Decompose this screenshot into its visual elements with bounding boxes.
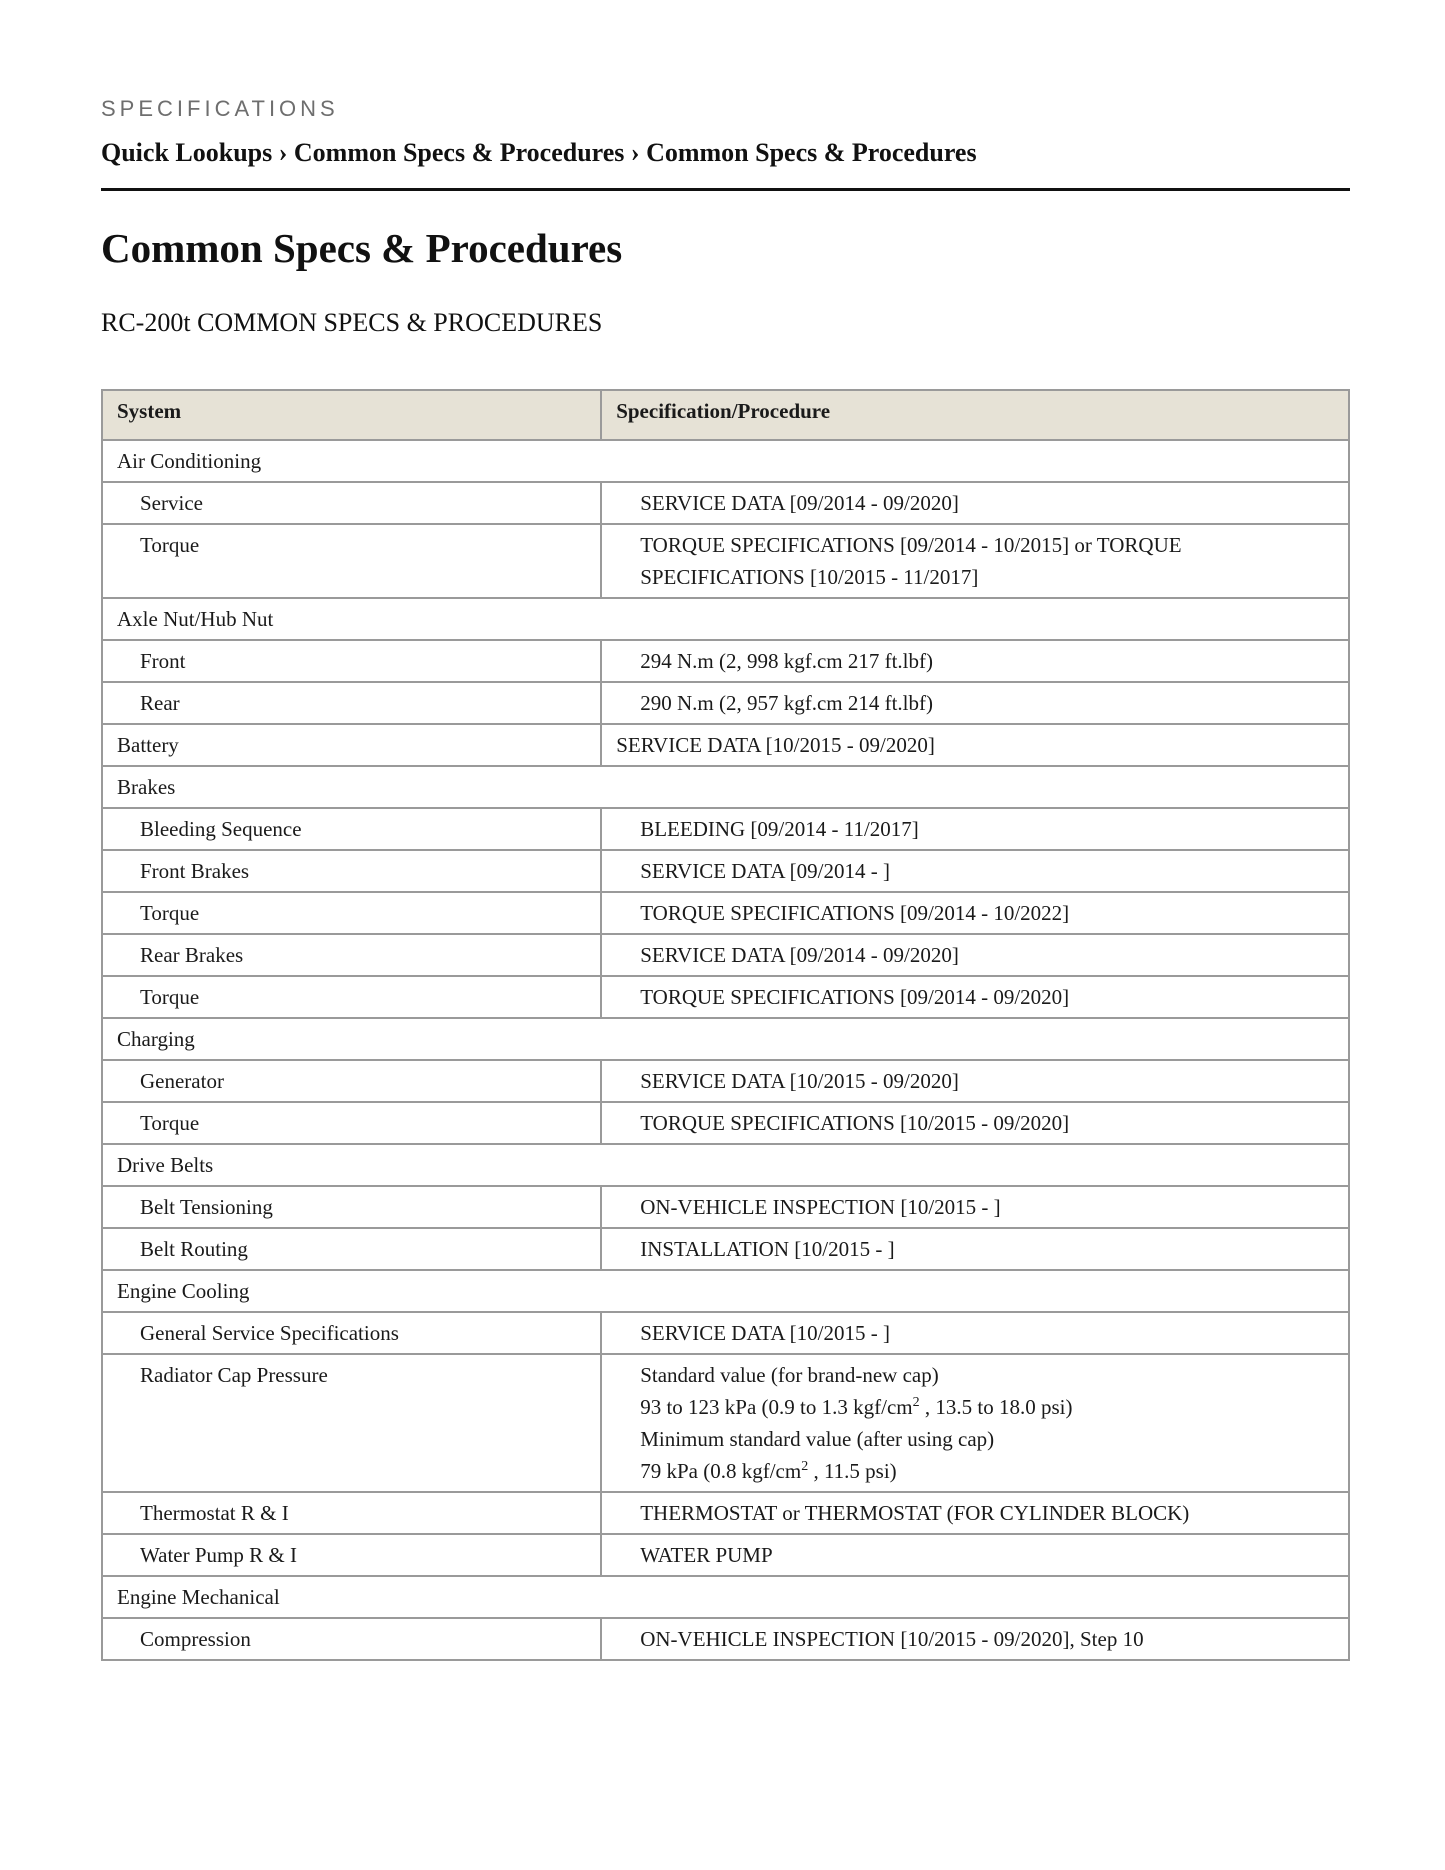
column-header-system: System: [102, 390, 601, 440]
system-cell: Generator: [102, 1060, 601, 1102]
table-row: [102, 1618, 1349, 1660]
system-cell: Bleeding Sequence: [102, 808, 601, 850]
spec-cell: ON-VEHICLE INSPECTION [10/2015 - 09/2020], Step 10: [601, 1618, 1349, 1660]
spec-line: Standard value (for brand-new cap): [640, 1363, 939, 1387]
header-divider: [101, 188, 1350, 191]
spec-cell: TORQUE SPECIFICATIONS [09/2014 - 10/2015] or TORQUE SPECIFICATIONS [10/2015 - 11/2017]: [601, 524, 1349, 598]
spec-cell: SERVICE DATA [10/2015 - 09/2020]: [601, 1060, 1349, 1102]
group-label-engine-cooling: Engine Cooling: [102, 1270, 1349, 1312]
table-row: [102, 1312, 1349, 1354]
system-cell: Rear Brakes: [102, 934, 601, 976]
system-cell: Front: [102, 640, 601, 682]
spec-cell: ON-VEHICLE INSPECTION [10/2015 - ]: [601, 1186, 1349, 1228]
group-row: [102, 598, 1349, 640]
system-cell: General Service Specifications: [102, 1312, 601, 1354]
system-cell: Thermostat R & I: [102, 1492, 601, 1534]
spec-cell: INSTALLATION [10/2015 - ]: [601, 1228, 1349, 1270]
group-label-charging: Charging: [102, 1018, 1349, 1060]
group-label-engine-mechanical: Engine Mechanical: [102, 1576, 1349, 1618]
group-label-drive-belts: Drive Belts: [102, 1144, 1349, 1186]
breadcrumb: Quick Lookups › Common Specs & Procedures › Common Specs & Procedures: [101, 138, 977, 167]
table-row: [102, 724, 1349, 766]
system-cell: Water Pump R & I: [102, 1534, 601, 1576]
system-cell: Torque: [102, 892, 601, 934]
system-cell: Torque: [102, 976, 601, 1018]
spec-cell: TORQUE SPECIFICATIONS [09/2014 - 10/2022]: [601, 892, 1349, 934]
spec-cell-radiator: [601, 1354, 1349, 1492]
table-row: [102, 524, 1349, 598]
spec-text: 93 to 123 kPa (0.9 to 1.3 kgf/cm: [640, 1395, 913, 1419]
spec-cell: TORQUE SPECIFICATIONS [09/2014 - 09/2020]: [601, 976, 1349, 1018]
system-cell: Rear: [102, 682, 601, 724]
table-row: [102, 1228, 1349, 1270]
system-cell: Service: [102, 482, 601, 524]
table-row: [102, 482, 1349, 524]
group-row: [102, 1144, 1349, 1186]
specs-table: [101, 389, 1350, 1661]
table-row: [102, 934, 1349, 976]
group-row: [102, 440, 1349, 482]
table-row: [102, 682, 1349, 724]
table-row: [102, 892, 1349, 934]
system-cell: Radiator Cap Pressure: [102, 1354, 601, 1492]
table-header-row: [102, 390, 1349, 440]
group-row: [102, 1576, 1349, 1618]
table-row: [102, 640, 1349, 682]
table-row: [102, 1060, 1349, 1102]
table-row: [102, 1534, 1349, 1576]
spec-line: Minimum standard value (after using cap): [640, 1427, 995, 1451]
system-cell: Belt Routing: [102, 1228, 601, 1270]
spec-line: [640, 1391, 1334, 1423]
spec-text: 79 kPa (0.8 kgf/cm: [640, 1459, 802, 1483]
spec-cell: SERVICE DATA [09/2014 - 09/2020]: [601, 482, 1349, 524]
superscript: 2: [801, 1459, 809, 1474]
group-label-air-conditioning: Air Conditioning: [102, 440, 1349, 482]
system-cell: Compression: [102, 1618, 601, 1660]
table-row: [102, 1354, 1349, 1492]
group-row: [102, 1270, 1349, 1312]
spec-line: [640, 1455, 1334, 1487]
spec-text: , 11.5 psi): [808, 1459, 897, 1483]
table-row: [102, 1186, 1349, 1228]
table-row: [102, 850, 1349, 892]
system-cell-battery: Battery: [102, 724, 601, 766]
system-cell: Torque: [102, 524, 601, 598]
superscript: 2: [912, 1395, 920, 1410]
group-label-brakes: Brakes: [102, 766, 1349, 808]
spec-cell: TORQUE SPECIFICATIONS [10/2015 - 09/2020]: [601, 1102, 1349, 1144]
spec-cell-battery: SERVICE DATA [10/2015 - 09/2020]: [601, 724, 1349, 766]
spec-cell: SERVICE DATA [10/2015 - ]: [601, 1312, 1349, 1354]
system-cell: Belt Tensioning: [102, 1186, 601, 1228]
spec-cell: 290 N.m (2, 957 kgf.cm 214 ft.lbf): [601, 682, 1349, 724]
column-header-spec: Specification/Procedure: [601, 390, 1349, 440]
system-cell: Front Brakes: [102, 850, 601, 892]
table-row: [102, 1492, 1349, 1534]
page-title: Common Specs & Procedures: [101, 225, 623, 271]
section-label: SPECIFICATIONS: [101, 96, 339, 121]
spec-cell: BLEEDING [09/2014 - 11/2017]: [601, 808, 1349, 850]
spec-cell: SERVICE DATA [09/2014 - 09/2020]: [601, 934, 1349, 976]
spec-cell: 294 N.m (2, 998 kgf.cm 217 ft.lbf): [601, 640, 1349, 682]
group-label-axle: Axle Nut/Hub Nut: [102, 598, 1349, 640]
spec-text: , 13.5 to 18.0 psi): [919, 1395, 1073, 1419]
group-row: [102, 1018, 1349, 1060]
table-row: [102, 808, 1349, 850]
system-cell: Torque: [102, 1102, 601, 1144]
table-row: [102, 976, 1349, 1018]
spec-cell: SERVICE DATA [09/2014 - ]: [601, 850, 1349, 892]
group-row: [102, 766, 1349, 808]
table-row: [102, 1102, 1349, 1144]
spec-cell: WATER PUMP: [601, 1534, 1349, 1576]
spec-cell: THERMOSTAT or THERMOSTAT (FOR CYLINDER BLOCK): [601, 1492, 1349, 1534]
page-subtitle: RC-200t COMMON SPECS & PROCEDURES: [101, 308, 603, 337]
